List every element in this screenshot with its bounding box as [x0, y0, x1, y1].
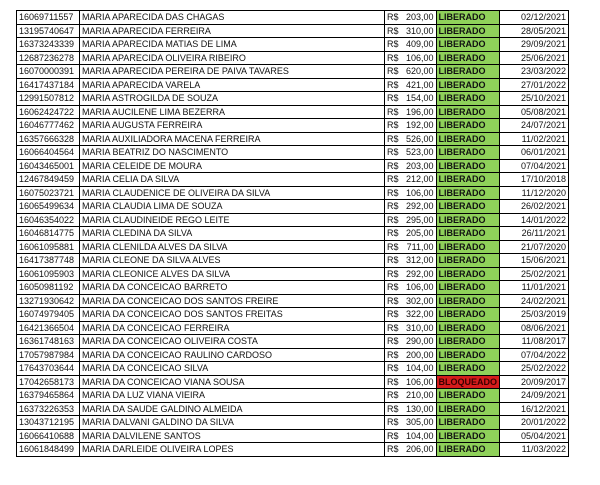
table-row [17, 213, 569, 227]
table-row [17, 200, 569, 214]
status-cell: LIBERADO [436, 389, 500, 403]
date-cell: 17/10/2018 [500, 173, 569, 187]
date-cell: 06/01/2021 [500, 146, 569, 160]
table-row [17, 132, 569, 146]
status-cell: LIBERADO [436, 24, 500, 38]
date-cell: 11/08/2017 [500, 335, 569, 349]
currency-symbol-cell: R$ [385, 375, 401, 389]
status-cell: LIBERADO [436, 78, 500, 92]
currency-symbol-cell: R$ [385, 105, 401, 119]
record-id-cell: 16046354022 [17, 213, 80, 227]
record-id-cell: 16075023721 [17, 186, 80, 200]
table-row [17, 240, 569, 254]
currency-symbol-cell: R$ [385, 416, 401, 430]
table-row [17, 227, 569, 241]
amount-cell: 620,00 [401, 65, 437, 79]
amount-cell: 205,00 [401, 227, 437, 241]
record-name-cell: MARIA CELIA DA SILVA [80, 173, 385, 187]
date-cell: 25/06/2021 [500, 51, 569, 65]
record-id-cell: 12991507812 [17, 92, 80, 106]
date-cell: 11/01/2021 [500, 281, 569, 295]
amount-cell: 106,00 [401, 51, 437, 65]
record-name-cell: MARIA APARECIDA MATIAS DE LIMA [80, 38, 385, 52]
record-id-cell: 13043712195 [17, 416, 80, 430]
date-cell: 11/02/2021 [500, 132, 569, 146]
status-cell: LIBERADO [436, 227, 500, 241]
status-cell: LIBERADO [436, 416, 500, 430]
amount-cell: 421,00 [401, 78, 437, 92]
record-name-cell: MARIA DALVILENE SANTOS [80, 429, 385, 443]
table-row [17, 362, 569, 376]
status-cell: LIBERADO [436, 402, 500, 416]
record-name-cell: MARIA DA CONCEICAO VIANA SOUSA [80, 375, 385, 389]
table-row [17, 146, 569, 160]
status-cell: LIBERADO [436, 281, 500, 295]
status-cell: LIBERADO [436, 65, 500, 79]
record-name-cell: MARIA DA SAUDE GALDINO ALMEIDA [80, 402, 385, 416]
amount-cell: 104,00 [401, 362, 437, 376]
amount-cell: 310,00 [401, 321, 437, 335]
amount-cell: 711,00 [401, 240, 437, 254]
table-row [17, 38, 569, 52]
date-cell: 24/09/2021 [500, 389, 569, 403]
status-cell: LIBERADO [436, 132, 500, 146]
table-row [17, 443, 569, 457]
date-cell: 23/03/2022 [500, 65, 569, 79]
date-cell: 25/03/2019 [500, 308, 569, 322]
amount-cell: 203,00 [401, 159, 437, 173]
currency-symbol-cell: R$ [385, 132, 401, 146]
records-table [16, 10, 569, 457]
status-cell: LIBERADO [436, 92, 500, 106]
record-name-cell: MARIA CLENILDA ALVES DA SILVA [80, 240, 385, 254]
amount-cell: 305,00 [401, 416, 437, 430]
status-cell: LIBERADO [436, 362, 500, 376]
amount-cell: 292,00 [401, 267, 437, 281]
record-id-cell: 16069711557 [17, 11, 80, 25]
currency-symbol-cell: R$ [385, 348, 401, 362]
record-id-cell: 16357666328 [17, 132, 80, 146]
currency-symbol-cell: R$ [385, 227, 401, 241]
record-name-cell: MARIA APARECIDA DAS CHAGAS [80, 11, 385, 25]
currency-symbol-cell: R$ [385, 200, 401, 214]
status-cell: LIBERADO [436, 254, 500, 268]
record-name-cell: MARIA DA CONCEICAO FERREIRA [80, 321, 385, 335]
amount-cell: 130,00 [401, 402, 437, 416]
amount-cell: 409,00 [401, 38, 437, 52]
record-name-cell: MARIA ASTROGILDA DE SOUZA [80, 92, 385, 106]
record-name-cell: MARIA BEATRIZ DO NASCIMENTO [80, 146, 385, 160]
date-cell: 16/12/2021 [500, 402, 569, 416]
record-name-cell: MARIA APARECIDA OLIVEIRA RIBEIRO [80, 51, 385, 65]
table-row [17, 416, 569, 430]
status-cell: LIBERADO [436, 321, 500, 335]
currency-symbol-cell: R$ [385, 267, 401, 281]
date-cell: 20/01/2022 [500, 416, 569, 430]
table-row [17, 335, 569, 349]
record-id-cell: 16417437184 [17, 78, 80, 92]
status-cell: LIBERADO [436, 119, 500, 133]
amount-cell: 206,00 [401, 443, 437, 457]
record-id-cell: 16070000391 [17, 65, 80, 79]
table-row [17, 254, 569, 268]
record-id-cell: 16046777462 [17, 119, 80, 133]
record-id-cell: 16046814775 [17, 227, 80, 241]
amount-cell: 310,00 [401, 24, 437, 38]
record-id-cell: 17042658173 [17, 375, 80, 389]
amount-cell: 295,00 [401, 213, 437, 227]
status-cell: LIBERADO [436, 335, 500, 349]
date-cell: 24/07/2021 [500, 119, 569, 133]
currency-symbol-cell: R$ [385, 51, 401, 65]
record-id-cell: 12467849459 [17, 173, 80, 187]
amount-cell: 104,00 [401, 429, 437, 443]
status-cell: LIBERADO [436, 186, 500, 200]
status-cell: LIBERADO [436, 38, 500, 52]
currency-symbol-cell: R$ [385, 119, 401, 133]
status-cell: LIBERADO [436, 146, 500, 160]
status-cell: LIBERADO [436, 173, 500, 187]
table-row [17, 105, 569, 119]
table-row [17, 267, 569, 281]
date-cell: 25/02/2022 [500, 362, 569, 376]
currency-symbol-cell: R$ [385, 11, 401, 25]
amount-cell: 322,00 [401, 308, 437, 322]
currency-symbol-cell: R$ [385, 173, 401, 187]
status-cell: LIBERADO [436, 240, 500, 254]
status-cell: LIBERADO [436, 267, 500, 281]
table-row [17, 186, 569, 200]
record-id-cell: 16421366504 [17, 321, 80, 335]
record-name-cell: MARIA DA CONCEICAO DOS SANTOS FREIRE [80, 294, 385, 308]
table-row [17, 429, 569, 443]
date-cell: 20/09/2017 [500, 375, 569, 389]
date-cell: 07/04/2022 [500, 348, 569, 362]
record-name-cell: MARIA DA CONCEICAO SILVA [80, 362, 385, 376]
amount-cell: 203,00 [401, 11, 437, 25]
date-cell: 15/06/2021 [500, 254, 569, 268]
currency-symbol-cell: R$ [385, 254, 401, 268]
currency-symbol-cell: R$ [385, 146, 401, 160]
table-row [17, 308, 569, 322]
date-cell: 27/01/2022 [500, 78, 569, 92]
table-row [17, 119, 569, 133]
records-table-body [17, 11, 569, 457]
table-row [17, 51, 569, 65]
status-cell: BLOQUEADO [436, 375, 500, 389]
date-cell: 26/02/2021 [500, 200, 569, 214]
amount-cell: 106,00 [401, 375, 437, 389]
date-cell: 24/02/2021 [500, 294, 569, 308]
date-cell: 11/03/2022 [500, 443, 569, 457]
table-row [17, 348, 569, 362]
record-id-cell: 16061848499 [17, 443, 80, 457]
record-id-cell: 17643703644 [17, 362, 80, 376]
record-name-cell: MARIA DA LUZ VIANA VIEIRA [80, 389, 385, 403]
date-cell: 29/09/2021 [500, 38, 569, 52]
currency-symbol-cell: R$ [385, 429, 401, 443]
amount-cell: 212,00 [401, 173, 437, 187]
table-row [17, 173, 569, 187]
record-id-cell: 16065499634 [17, 200, 80, 214]
status-cell: LIBERADO [436, 213, 500, 227]
currency-symbol-cell: R$ [385, 402, 401, 416]
record-id-cell: 13195740647 [17, 24, 80, 38]
record-name-cell: MARIA CLEONICE ALVES DA SILVA [80, 267, 385, 281]
record-id-cell: 16050981192 [17, 281, 80, 295]
amount-cell: 154,00 [401, 92, 437, 106]
record-id-cell: 16373226353 [17, 402, 80, 416]
currency-symbol-cell: R$ [385, 159, 401, 173]
status-cell: LIBERADO [436, 105, 500, 119]
currency-symbol-cell: R$ [385, 78, 401, 92]
table-row [17, 321, 569, 335]
table-row [17, 375, 569, 389]
record-name-cell: MARIA CLAUDINEIDE REGO LEITE [80, 213, 385, 227]
date-cell: 25/02/2021 [500, 267, 569, 281]
status-cell: LIBERADO [436, 11, 500, 25]
record-name-cell: MARIA CLAUDENICE DE OLIVEIRA DA SILVA [80, 186, 385, 200]
record-id-cell: 16379465864 [17, 389, 80, 403]
record-id-cell: 16066410688 [17, 429, 80, 443]
record-name-cell: MARIA APARECIDA VARELA [80, 78, 385, 92]
status-cell: LIBERADO [436, 200, 500, 214]
amount-cell: 312,00 [401, 254, 437, 268]
date-cell: 11/12/2020 [500, 186, 569, 200]
record-id-cell: 16062424722 [17, 105, 80, 119]
amount-cell: 526,00 [401, 132, 437, 146]
amount-cell: 106,00 [401, 186, 437, 200]
currency-symbol-cell: R$ [385, 92, 401, 106]
table-row [17, 78, 569, 92]
table-row [17, 11, 569, 25]
date-cell: 25/10/2021 [500, 92, 569, 106]
record-name-cell: MARIA APARECIDA FERREIRA [80, 24, 385, 38]
currency-symbol-cell: R$ [385, 24, 401, 38]
table-row [17, 159, 569, 173]
amount-cell: 302,00 [401, 294, 437, 308]
record-id-cell: 16074979405 [17, 308, 80, 322]
date-cell: 05/04/2021 [500, 429, 569, 443]
status-cell: LIBERADO [436, 159, 500, 173]
record-name-cell: MARIA CELEIDE DE MOURA [80, 159, 385, 173]
date-cell: 02/12/2021 [500, 11, 569, 25]
amount-cell: 192,00 [401, 119, 437, 133]
table-row [17, 92, 569, 106]
table-row [17, 65, 569, 79]
record-id-cell: 13271930642 [17, 294, 80, 308]
status-cell: LIBERADO [436, 51, 500, 65]
record-name-cell: MARIA DARLEIDE OLIVEIRA LOPES [80, 443, 385, 457]
amount-cell: 210,00 [401, 389, 437, 403]
currency-symbol-cell: R$ [385, 362, 401, 376]
amount-cell: 290,00 [401, 335, 437, 349]
currency-symbol-cell: R$ [385, 443, 401, 457]
currency-symbol-cell: R$ [385, 213, 401, 227]
record-id-cell: 16043465001 [17, 159, 80, 173]
currency-symbol-cell: R$ [385, 281, 401, 295]
record-id-cell: 16417387748 [17, 254, 80, 268]
date-cell: 28/05/2021 [500, 24, 569, 38]
date-cell: 26/11/2021 [500, 227, 569, 241]
record-id-cell: 16061095881 [17, 240, 80, 254]
record-name-cell: MARIA AUGUSTA FERREIRA [80, 119, 385, 133]
record-id-cell: 16373243339 [17, 38, 80, 52]
record-name-cell: MARIA DA CONCEICAO RAULINO CARDOSO [80, 348, 385, 362]
status-cell: LIBERADO [436, 348, 500, 362]
record-name-cell: MARIA AUXILIADORA MACENA FERREIRA [80, 132, 385, 146]
status-cell: LIBERADO [436, 429, 500, 443]
date-cell: 08/06/2021 [500, 321, 569, 335]
currency-symbol-cell: R$ [385, 38, 401, 52]
date-cell: 21/07/2020 [500, 240, 569, 254]
date-cell: 07/04/2021 [500, 159, 569, 173]
currency-symbol-cell: R$ [385, 321, 401, 335]
record-name-cell: MARIA AUCILENE LIMA BEZERRA [80, 105, 385, 119]
currency-symbol-cell: R$ [385, 389, 401, 403]
record-name-cell: MARIA CLEDINA DA SILVA [80, 227, 385, 241]
record-id-cell: 16061095903 [17, 267, 80, 281]
record-name-cell: MARIA DALVANI GALDINO DA SILVA [80, 416, 385, 430]
status-cell: LIBERADO [436, 443, 500, 457]
status-cell: LIBERADO [436, 294, 500, 308]
table-row [17, 281, 569, 295]
record-name-cell: MARIA DA CONCEICAO OLIVEIRA COSTA [80, 335, 385, 349]
currency-symbol-cell: R$ [385, 240, 401, 254]
table-row [17, 389, 569, 403]
record-name-cell: MARIA DA CONCEICAO DOS SANTOS FREITAS [80, 308, 385, 322]
currency-symbol-cell: R$ [385, 65, 401, 79]
date-cell: 14/01/2022 [500, 213, 569, 227]
date-cell: 05/08/2021 [500, 105, 569, 119]
record-id-cell: 17057987984 [17, 348, 80, 362]
currency-symbol-cell: R$ [385, 186, 401, 200]
table-row [17, 24, 569, 38]
record-name-cell: MARIA DA CONCEICAO BARRETO [80, 281, 385, 295]
currency-symbol-cell: R$ [385, 308, 401, 322]
record-id-cell: 12687236278 [17, 51, 80, 65]
status-cell: LIBERADO [436, 308, 500, 322]
currency-symbol-cell: R$ [385, 335, 401, 349]
record-name-cell: MARIA APARECIDA PEREIRA DE PAIVA TAVARES [80, 65, 385, 79]
record-name-cell: MARIA CLAUDIA LIMA DE SOUZA [80, 200, 385, 214]
record-name-cell: MARIA CLEONE DA SILVA ALVES [80, 254, 385, 268]
amount-cell: 292,00 [401, 200, 437, 214]
currency-symbol-cell: R$ [385, 294, 401, 308]
amount-cell: 106,00 [401, 281, 437, 295]
amount-cell: 196,00 [401, 105, 437, 119]
amount-cell: 200,00 [401, 348, 437, 362]
record-id-cell: 16066404564 [17, 146, 80, 160]
table-row [17, 294, 569, 308]
amount-cell: 523,00 [401, 146, 437, 160]
table-row [17, 402, 569, 416]
record-id-cell: 16361748163 [17, 335, 80, 349]
